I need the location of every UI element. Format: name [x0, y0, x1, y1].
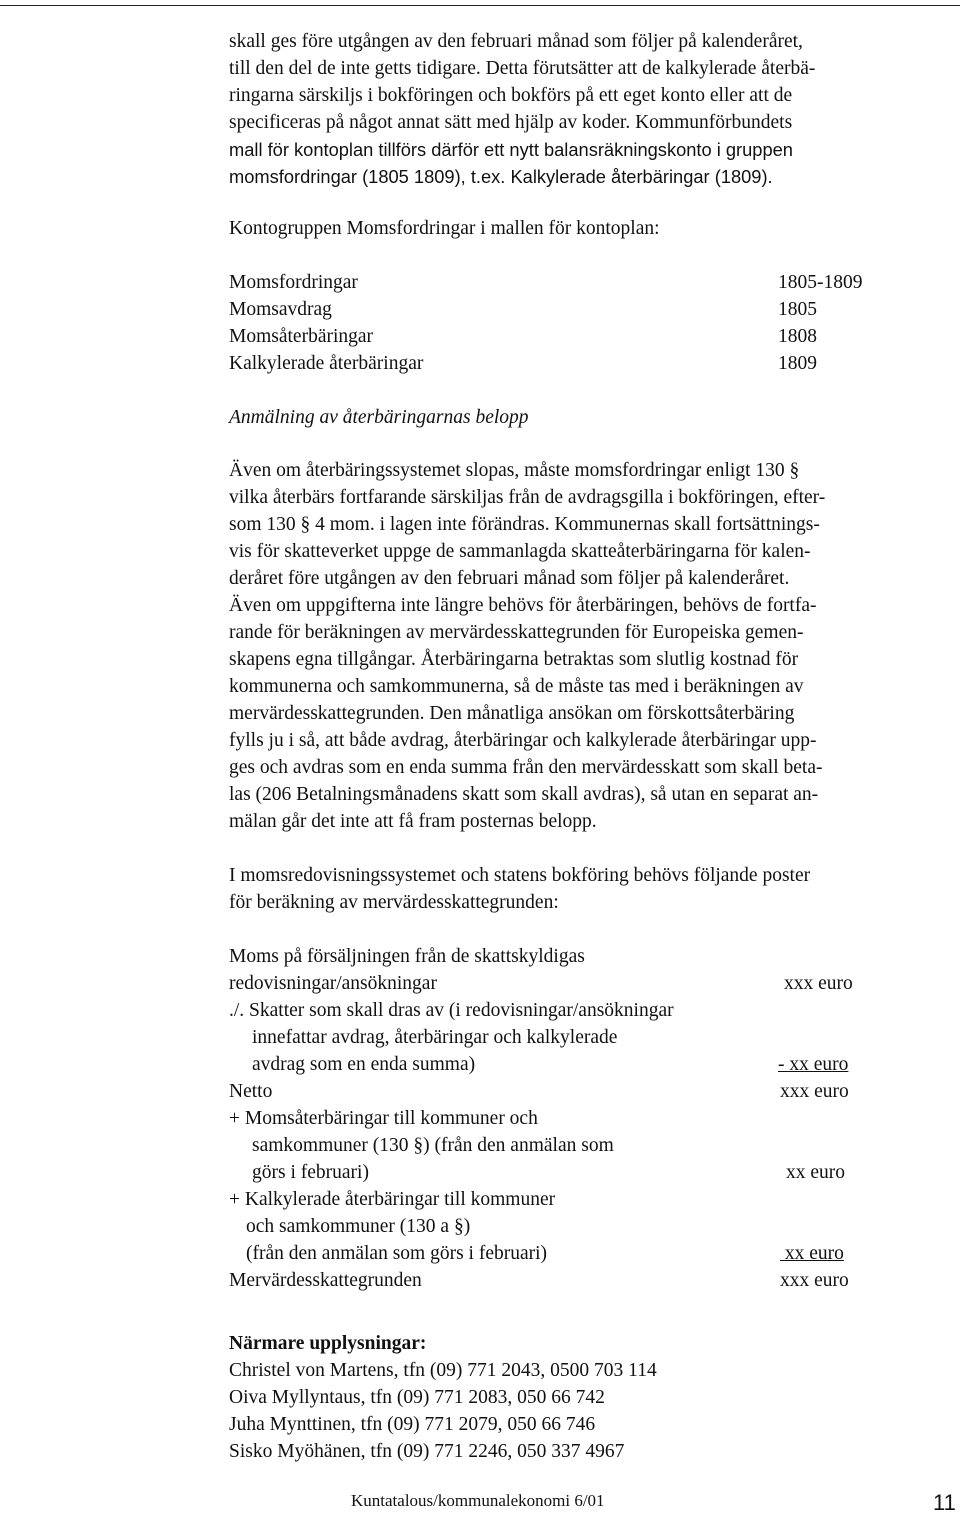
- account-name: Momsåterbäringar: [229, 326, 374, 347]
- body-line: mervärdesskattegrunden. Den månatliga ansökan om förskottsåterbäring: [229, 703, 795, 724]
- account-code: 1808: [778, 326, 817, 347]
- intro-line: mall för kontoplan tillförs därför ett nytt balansräkningskonto i gruppen: [229, 139, 793, 160]
- body-line: Även om uppgifterna inte längre behövs för återbäringen, behövs de fortfa-: [229, 595, 817, 616]
- body-line: las (206 Betalningsmånadens skatt som skall avdras), så utan en separat an-: [229, 784, 819, 805]
- calc-label: redovisningar/ansökningar: [229, 973, 437, 994]
- calc-label: + Kalkylerade återbäringar till kommuner: [229, 1189, 556, 1210]
- account-code: 1805-1809: [778, 272, 863, 293]
- calc-label: samkommuner (130 §) (från den anmälan som: [252, 1135, 614, 1156]
- body-line: vis för skatteverket uppge de sammanlagda skatteåterbäringarna för kalen-: [229, 541, 811, 562]
- page-number: 11: [933, 1490, 956, 1515]
- contacts-heading: Närmare upplysningar:: [229, 1333, 427, 1354]
- calc-label: + Momsåterbäringar till kommuner och: [229, 1108, 538, 1129]
- moms-intro-line: för beräkning av mervärdesskattegrunden:: [229, 892, 559, 913]
- calc-label: Moms på försäljningen från de skattskyldigas: [229, 946, 585, 967]
- body-line: som 130 § 4 mom. i lagen inte förändras. Kommunernas skall fortsättnings-: [229, 514, 820, 535]
- body-line: vilka återbärs fortfarande särskiljas från de avdragsgilla i bokföringen, efter-: [229, 487, 826, 508]
- body-line: kommunerna och samkommunerna, så de måste tas med i beräkningen av: [229, 676, 804, 697]
- body-line: ges och avdras som en enda summa från den mervärdesskatt som skall beta-: [229, 757, 823, 778]
- account-name: Momsfordringar: [229, 272, 358, 293]
- calc-label: avdrag som en enda summa): [252, 1054, 476, 1075]
- intro-line: specificeras på något annat sätt med hjälp av koder. Kommunförbundets: [229, 112, 793, 133]
- body-line: fylls ju i så, att både avdrag, återbäringar och kalkylerade återbäringar upp-: [229, 730, 817, 751]
- calc-amount: xx euro: [786, 1162, 846, 1183]
- account-name: Momsavdrag: [229, 299, 332, 320]
- contact-line: Christel von Martens, tfn (09) 771 2043, 0500 703 114: [229, 1360, 657, 1381]
- contact-line: Oiva Myllyntaus, tfn (09) 771 2083, 050 66 742: [229, 1387, 605, 1408]
- kontogruppen-heading: Kontogruppen Momsfordringar i mallen för kontoplan:: [229, 218, 660, 239]
- intro-line: till den del de inte getts tidigare. Detta förutsätter att de kalkylerade återbä-: [229, 58, 816, 79]
- contact-line: Juha Mynttinen, tfn (09) 771 2079, 050 66 746: [229, 1414, 596, 1435]
- contact-line: Sisko Myöhänen, tfn (09) 771 2246, 050 337 4967: [229, 1441, 625, 1462]
- account-code: 1809: [778, 353, 817, 374]
- calc-label: Netto: [229, 1081, 273, 1102]
- account-code: 1805: [778, 299, 817, 320]
- calc-label: görs i februari): [252, 1162, 369, 1183]
- section-title: Anmälning av återbäringarnas belopp: [229, 407, 529, 428]
- footer-publication: Kuntatalous/kommunalekonomi 6/01: [351, 1491, 605, 1510]
- calc-amount: xxx euro: [780, 1081, 849, 1102]
- calc-amount: xx euro: [780, 1243, 844, 1264]
- body-line: deråret före utgången av den februari månad som följer på kalenderåret.: [229, 568, 790, 589]
- calc-amount: xxx euro: [784, 973, 853, 994]
- calc-amount: xxx euro: [780, 1270, 849, 1291]
- intro-line: momsfordringar (1805 1809), t.ex. Kalkylerade återbäringar (1809).: [229, 166, 773, 187]
- body-line: Även om återbäringssystemet slopas, måste momsfordringar enligt 130 §: [229, 460, 800, 481]
- body-line: mälan går det inte att få fram posternas belopp.: [229, 811, 597, 832]
- moms-intro-line: I momsredovisningssystemet och statens bokföring behövs följande poster: [229, 865, 811, 886]
- account-name: Kalkylerade återbäringar: [229, 353, 424, 374]
- header-rule: [0, 5, 960, 6]
- intro-line: ringarna särskiljs i bokföringen och bokförs på ett eget konto eller att de: [229, 85, 793, 106]
- intro-line: skall ges före utgången av den februari månad som följer på kalenderåret,: [229, 31, 803, 52]
- body-line: rande för beräkningen av mervärdesskattegrunden för Europeiska gemen-: [229, 622, 804, 643]
- calc-label: och samkommuner (130 a §): [246, 1216, 471, 1237]
- calc-label: ./. Skatter som skall dras av (i redovisningar/ansökningar: [229, 1000, 674, 1021]
- calc-amount: - xx euro: [778, 1054, 849, 1075]
- calc-label: Mervärdesskattegrunden: [229, 1270, 422, 1291]
- calc-label: (från den anmälan som görs i februari): [246, 1243, 548, 1264]
- body-line: skapens egna tillgångar. Återbäringarna betraktas som slutlig kostnad för: [229, 649, 799, 670]
- calc-label: innefattar avdrag, återbäringar och kalkylerade: [252, 1027, 618, 1048]
